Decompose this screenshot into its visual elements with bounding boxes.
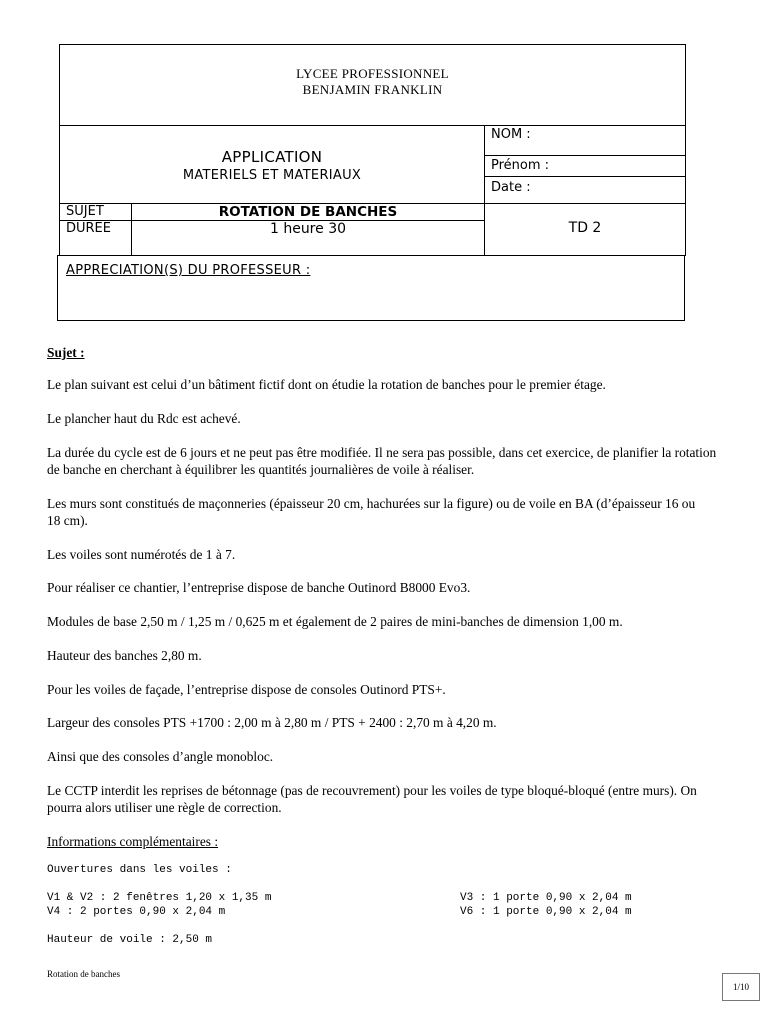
paragraph: La durée du cycle est de 6 jours et ne peut pas être modifiée. Il ne sera pas possible, dans cet exercice, de planifier la rotation de banche en cherchant à équilibrer les quantités journalières de voile à réaliser. — [47, 445, 717, 477]
opening-item: V6 : 1 porte 0,90 x 2,04 m — [460, 906, 632, 918]
application-title: APPLICATION — [221, 148, 323, 166]
duree-value: 1 heure 30 — [269, 221, 347, 237]
appreciation-box — [57, 255, 685, 321]
school-name — [60, 66, 685, 98]
footer-title: Rotation de banches — [47, 969, 120, 979]
paragraph: Hauteur des banches 2,80 m. — [47, 648, 202, 663]
opening-item: V1 & V2 : 2 fenêtres 1,20 x 1,35 m — [47, 892, 272, 904]
divider — [484, 155, 685, 156]
paragraph: Le plancher haut du Rdc est achevé. — [47, 411, 241, 426]
paragraph: Pour réaliser ce chantier, l’entreprise dispose de banche Outinord B8000 Evo3. — [47, 580, 471, 595]
opening-item: V3 : 1 porte 0,90 x 2,04 m — [460, 892, 632, 904]
prenom-label: Prénom : — [491, 158, 550, 173]
paragraph: Largeur des consoles PTS +1700 : 2,00 m à 2,80 m / PTS + 2400 : 2,70 m à 4,20 m. — [47, 715, 497, 730]
paragraph: Ainsi que des consoles d’angle monobloc. — [47, 749, 274, 764]
opening-item: V4 : 2 portes 0,90 x 2,04 m — [47, 906, 226, 918]
school-line1: LYCEE PROFESSIONNEL — [296, 66, 449, 81]
page-number: 1/10 — [722, 973, 760, 1001]
appreciation-label: APPRECIATION(S) DU PROFESSEUR : — [66, 263, 311, 278]
paragraph: Les murs sont constitués de maçonneries (épaisseur 20 cm, hachurées sur la figure) ou de voile en BA (d’épaisseur 16 ou 18 cm). — [47, 496, 696, 528]
divider — [484, 125, 485, 256]
wall-height: Hauteur de voile : 2,50 m — [47, 934, 213, 946]
date-label: Date : — [491, 180, 531, 195]
td-label: TD 2 — [568, 220, 602, 236]
paragraph: Pour les voiles de façade, l’entreprise dispose de consoles Outinord PTS+. — [47, 682, 446, 697]
paragraph: Le plan suivant est celui d’un bâtiment fictif dont on étudie la rotation de banches pour le premier étage. — [47, 377, 606, 392]
openings-heading: Ouvertures dans les voiles : — [47, 864, 232, 876]
sujet-value: ROTATION DE BANCHES — [218, 204, 398, 220]
divider — [484, 176, 685, 177]
info-heading: Informations complémentaires : — [47, 834, 219, 849]
header-box — [59, 44, 686, 256]
sujet-heading: Sujet : — [47, 345, 85, 360]
paragraph: Modules de base 2,50 m / 1,25 m / 0,625 m et également de 2 paires de mini-banches de dimension 1,00 m. — [47, 614, 623, 629]
paragraph: Le CCTP interdit les reprises de bétonnage (pas de recouvrement) pour les voiles de type bloqué-bloqué (entre murs). On pourra alors utiliser une règle de correction. — [47, 783, 697, 815]
duree-label: DUREE — [66, 221, 111, 236]
school-line2: BENJAMIN FRANKLIN — [302, 82, 443, 97]
sujet-label: SUJET — [66, 204, 104, 219]
application-subtitle: MATERIELS ET MATERIAUX — [182, 168, 362, 183]
divider — [60, 125, 685, 126]
nom-label: NOM : — [491, 127, 531, 142]
paragraph: Les voiles sont numérotés de 1 à 7. — [47, 547, 236, 562]
